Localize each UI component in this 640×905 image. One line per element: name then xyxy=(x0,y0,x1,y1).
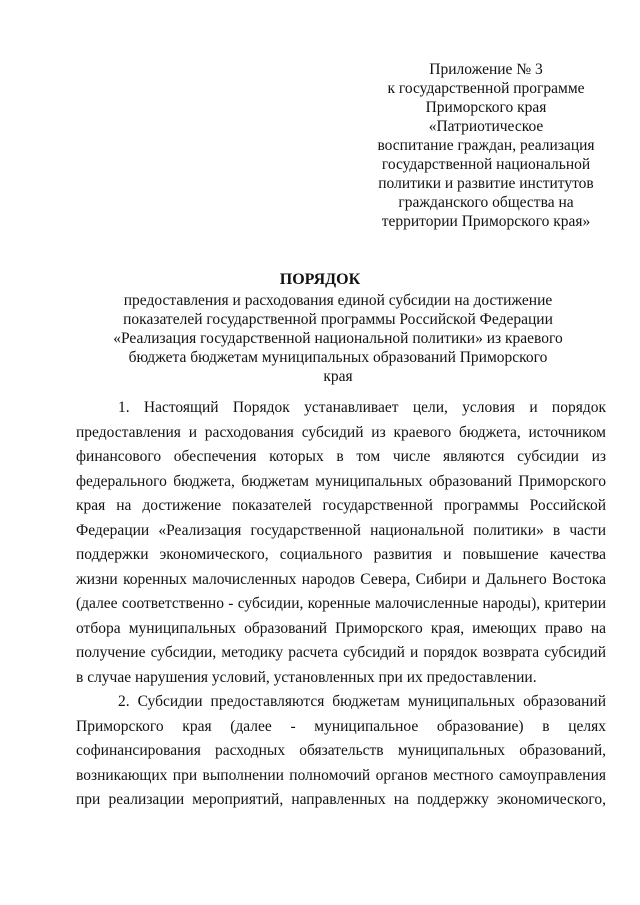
paragraph-line: жизни коренных малочисленных народов Севера, Сибири и Дальнего Востока xyxy=(76,570,606,588)
document-title: ПОРЯДОК xyxy=(279,271,361,288)
paragraph-line: в случае нарушения условий, установленных при их предоставлении. xyxy=(76,668,537,686)
paragraph-line: получение субсидии, методику расчета субсидий и порядок возврата субсидий xyxy=(76,644,606,661)
appendix-header xyxy=(370,60,602,231)
appendix-line: воспитание граждан, реализация xyxy=(377,137,595,154)
appendix-line: Приморского края xyxy=(425,99,547,116)
paragraph-line: софинансирования расходных обязательств муниципальных образований, xyxy=(76,742,606,759)
appendix-line: Приложение № 3 xyxy=(429,61,543,78)
subtitle-line: «Реализация государственной национальной политики» из краевого xyxy=(113,330,563,347)
appendix-line: территории Приморского края» xyxy=(381,213,591,230)
paragraph-line: предоставления и расходования субсидий из краевого бюджета, источником xyxy=(76,423,606,441)
document-subtitle xyxy=(88,291,588,386)
document-body xyxy=(76,396,606,813)
subtitle-line: показателей государственной программы Российской Федерации xyxy=(123,311,553,328)
paragraph-1 xyxy=(76,396,606,690)
paragraph-line: 1. Настоящий Порядок устанавливает цели, условия и порядок xyxy=(118,399,606,416)
paragraph-line: 2. Субсидии предоставляются бюджетам муниципальных образований xyxy=(118,693,606,710)
paragraph-line: федерального бюджета, бюджетам муниципальных образований Приморского xyxy=(76,472,606,490)
paragraph-line: отбора муниципальных образований Приморского края, имеющих право на xyxy=(76,619,606,637)
paragraph-line: поддержки экономического, социального развития и повышение качества xyxy=(76,546,606,563)
appendix-line: к государственной программе xyxy=(387,80,585,97)
appendix-line: государственной национальной xyxy=(381,156,591,173)
paragraph-line: Федерации «Реализация государственной национальной политики» в части xyxy=(76,521,606,539)
paragraph-line: при реализации мероприятий, направленных на поддержку экономического, xyxy=(76,791,606,808)
appendix-line: «Патриотическое xyxy=(428,118,544,135)
subtitle-line: края xyxy=(323,368,353,385)
paragraph-line: возникающих при выполнении полномочий органов местного самоуправления xyxy=(76,766,606,784)
paragraph-line: (далее соответственно - субсидии, коренные малочисленные народы), критерии xyxy=(76,595,606,612)
paragraph-line: края на достижение показателей государственной программы Российской xyxy=(76,497,606,514)
appendix-line: политики и развитие институтов xyxy=(378,175,594,192)
paragraph-line: финансового обеспечения которых в том числе являются субсидии из xyxy=(76,448,606,465)
paragraph-line: Приморского края (далее - муниципальное образование) в целях xyxy=(76,717,606,735)
subtitle-line: бюджета бюджетам муниципальных образований Приморского xyxy=(128,349,548,366)
paragraph-2 xyxy=(76,690,606,813)
appendix-line: гражданского общества на xyxy=(398,194,574,211)
subtitle-line: предоставления и расходования единой субсидии на достижение xyxy=(123,292,553,309)
